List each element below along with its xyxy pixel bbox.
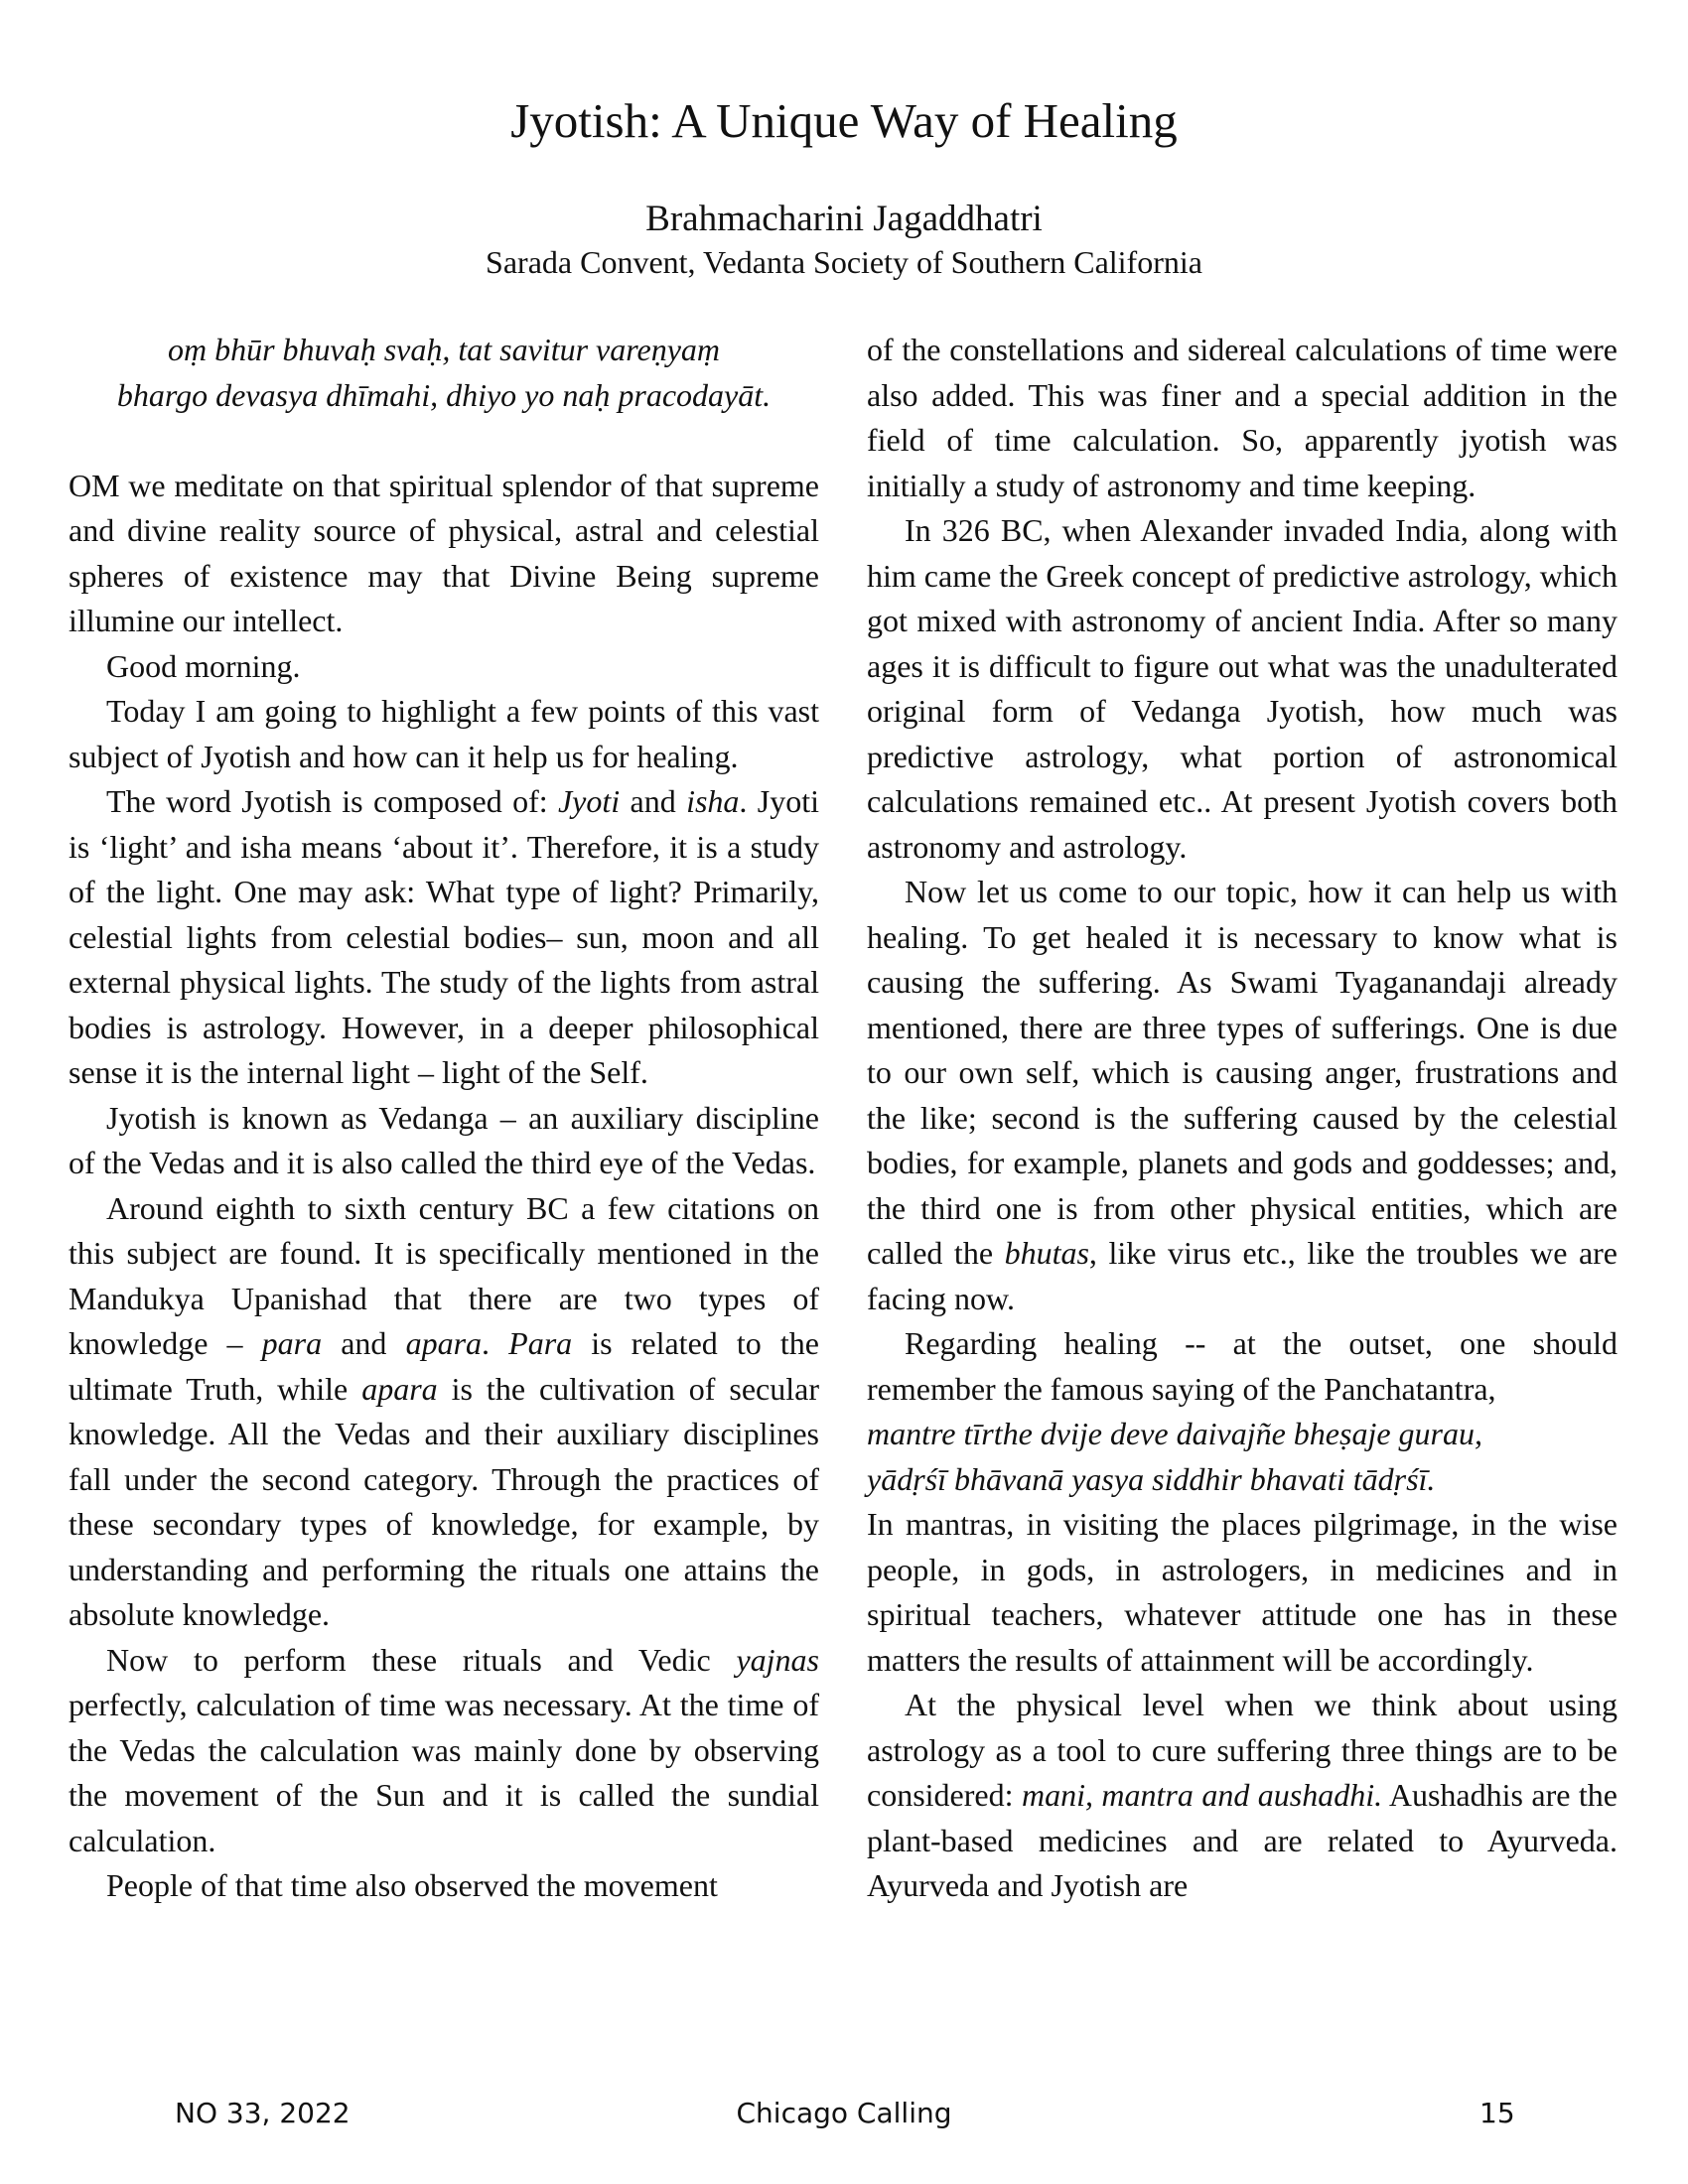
paragraph: The word Jyotish is composed of: Jyoti and isha. Jyoti is ‘light’ and isha means ‘about it’. Therefore, it is a study of the light. One may ask: What type of light? Primarily, celestial lights from celestial bodies– sun, moon and all external physical lights. The study of the lights from astral bodies is astrology. However, in a deeper philosophical sense it is the internal light – light of the Self. <box>69 783 820 1090</box>
author-name: Brahmacharini Jagaddhatri <box>645 199 1043 239</box>
sanskrit-quote-line: mantre tīrthe dvije deve daivajñe bheṣaje gurau, <box>867 1416 1482 1451</box>
paragraph: Around eighth to sixth century BC a few citations on this subject are found. It is specifically mentioned in the Mandukya Upanishad that there are two types of knowledge – para and apara. Para is related to the ultimate Truth, while apara is the cultivation of secular knowledge. All the Vedas and their auxiliary disciplines fall under the second category. Through the practices of these secondary types of knowledge, for example, by understanding and performing the rituals one attains the absolute knowledge. <box>69 1189 820 1632</box>
verse-line: bhargo devasya dhīmahi, dhiyo yo naḥ pracodayāt. <box>116 376 772 413</box>
issue-number: NO 33, 2022 <box>175 2097 351 2129</box>
paragraph: Today I am going to highlight a few points of this vast subject of Jyotish and how can it help us for healing. <box>69 693 819 774</box>
article-title: Jyotish: A Unique Way of Healing <box>510 93 1178 148</box>
paragraph: Now let us come to our topic, how it can help us with healing. To get healed it is necessary to know what is causing the suffering. As Swami Tyaganandaji already mentioned, there are three types of sufferings. One is due to our own self, which is causing anger, frustrations and the like; second is the suffering caused by the celestial bodies, for example, planets and gods and goddesses; and, the third one is from other physical entities, which are called the bhutas, like virus etc., like the troubles we are facing now. <box>867 874 1618 1316</box>
verse-line: oṃ bhūr bhuvaḥ svaḥ, tat savitur vareṇyaṃ <box>167 332 721 367</box>
paragraph: People of that time also observed the movement <box>106 1867 718 1903</box>
paragraph: In 326 BC, when Alexander invaded India, along with him came the Greek concept of predictive astrology, which got mixed with astronomy of ancient India. After so many ages it is difficult to figure out what was the unadulterated original form of Vedanga Jyotish, how much was predictive astrology, what portion of astronomical calculations remained etc.. At present Jyotish covers both astronomy and astrology. <box>867 512 1618 865</box>
page-number: 15 <box>1479 2097 1515 2129</box>
paragraph: Now to perform these rituals and Vedic yajnas perfectly, calculation of time was necessary. At the time of the Vedas the calculation was mainly done by observing the movement of the Sun and it is called the sundial calculation. <box>69 1641 819 1858</box>
sanskrit-quote-line: yādṛśī bhāvanā yasya siddhir bhavati tādṛśī. <box>867 1460 1436 1497</box>
paragraph: Regarding healing -- at the outset, one should remember the famous saying of the Panchatantra, <box>867 1325 1618 1407</box>
paragraph: At the physical level when we think about using astrology as a tool to cure suffering three things are to be considered: mani, mantra and aushadhi. Aushadhis are the plant-based medicines and are related to Ayurveda. Ayurveda and Jyotish are <box>867 1687 1618 1903</box>
paragraph: of the constellations and sidereal calculations of time were also added. This was finer and a special addition in the field of time calculation. So, apparently jyotish was initially a study of astronomy and time keeping. <box>867 332 1618 503</box>
publication-name: Chicago Calling <box>736 2097 952 2129</box>
page-footer <box>0 2097 1688 2136</box>
paragraph: OM we meditate on that spiritual splendor of that supreme and divine reality source of physical, astral and celestial spheres of existence may that Divine Being supreme illumine our intellect. <box>69 467 819 638</box>
right-column <box>867 328 1618 1909</box>
paragraph: Good morning. <box>106 647 301 684</box>
left-column <box>69 328 819 1909</box>
paragraph: Jyotish is known as Vedanga – an auxiliary discipline of the Vedas and it is also called the third eye of the Vedas. <box>69 1099 819 1180</box>
opening-verse <box>69 328 819 418</box>
paragraph: In mantras, in visiting the places pilgrimage, in the wise people, in gods, in astrologers, in medicines and in spiritual teachers, whatever attitude one has in these matters the results of attainment will be accordingly. <box>867 1506 1618 1678</box>
author-affiliation: Sarada Convent, Vedanta Society of Southern California <box>486 244 1202 280</box>
